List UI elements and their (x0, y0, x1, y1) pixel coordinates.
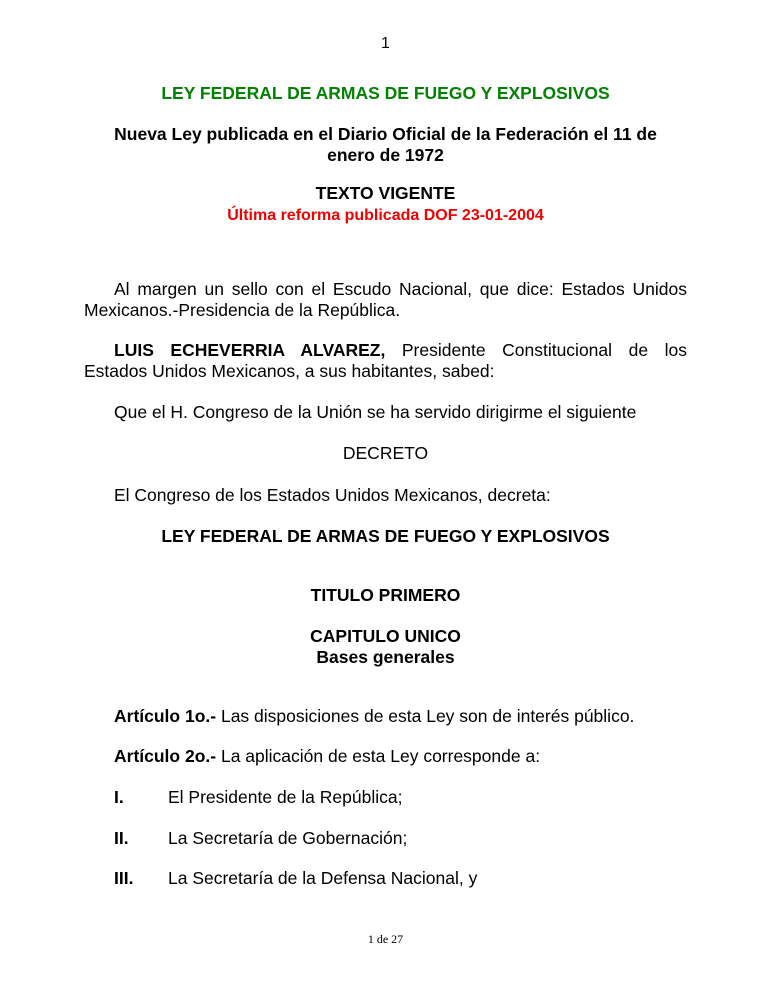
publication-line-2: enero de 1972 (327, 145, 444, 165)
fraction-2-numeral: II. (114, 828, 129, 848)
fraction-3-numeral: III. (114, 868, 134, 888)
president-paragraph-line-2: Estados Unidos Mexicanos, a sus habitantes, sabed: (84, 361, 495, 381)
fraction-item-2 (84, 828, 717, 849)
law-title-repeat: LEY FEDERAL DE ARMAS DE FUEGO Y EXPLOSIVOS (161, 526, 610, 546)
article-1-text: Las disposiciones de esta Ley son de interés público. (216, 706, 635, 726)
last-reform-notice: Última reforma publicada DOF 23-01-2004 (227, 207, 544, 224)
page-number: 1 (381, 35, 390, 52)
seal-paragraph (84, 279, 687, 321)
capitulo-heading-block (84, 626, 687, 668)
article-2-label: Artículo 2o.- (114, 746, 217, 766)
congress-line: Que el H. Congreso de la Unión se ha servido dirigirme el siguiente (114, 402, 637, 422)
president-paragraph-line-1 (84, 340, 687, 361)
fraction-item-3 (84, 868, 717, 889)
seal-paragraph-line-1: Al margen un sello con el Escudo Nacional, que dice: Estados Unidos (114, 279, 687, 299)
article-1-label: Artículo 1o.- (114, 706, 217, 726)
fraction-1-text: El Presidente de la República; (168, 787, 403, 807)
fraction-3-text: La Secretaría de la Defensa Nacional, y (168, 868, 478, 888)
publication-line-1: Nueva Ley publicada en el Diario Oficial de la Federación el 11 de (114, 124, 657, 144)
article-2-text: La aplicación de esta Ley corresponde a: (216, 746, 541, 766)
status-heading: TEXTO VIGENTE (315, 183, 456, 203)
fraction-1-numeral: I. (114, 787, 124, 807)
president-title: Presidente Constitucional de los (385, 340, 687, 360)
page-footer: 1 de 27 (367, 932, 404, 946)
capitulo-heading: CAPITULO UNICO (310, 626, 461, 646)
publication-heading (84, 124, 687, 166)
fraction-2-text: La Secretaría de Gobernación; (168, 828, 408, 848)
president-name: LUIS ECHEVERRIA ALVAREZ, (114, 340, 386, 360)
law-title: LEY FEDERAL DE ARMAS DE FUEGO Y EXPLOSIVOS (161, 83, 610, 103)
seal-paragraph-line-2: Mexicanos.-Presidencia de la República. (84, 300, 401, 320)
titulo-heading: TITULO PRIMERO (310, 585, 461, 605)
fraction-item-1 (84, 787, 717, 808)
decree-line: El Congreso de los Estados Unidos Mexicanos, decreta: (114, 485, 551, 505)
article-1 (84, 706, 717, 727)
president-paragraph (84, 340, 687, 382)
article-2 (84, 746, 717, 767)
decree-heading: DECRETO (342, 443, 429, 463)
capitulo-subheading: Bases generales (316, 647, 455, 667)
